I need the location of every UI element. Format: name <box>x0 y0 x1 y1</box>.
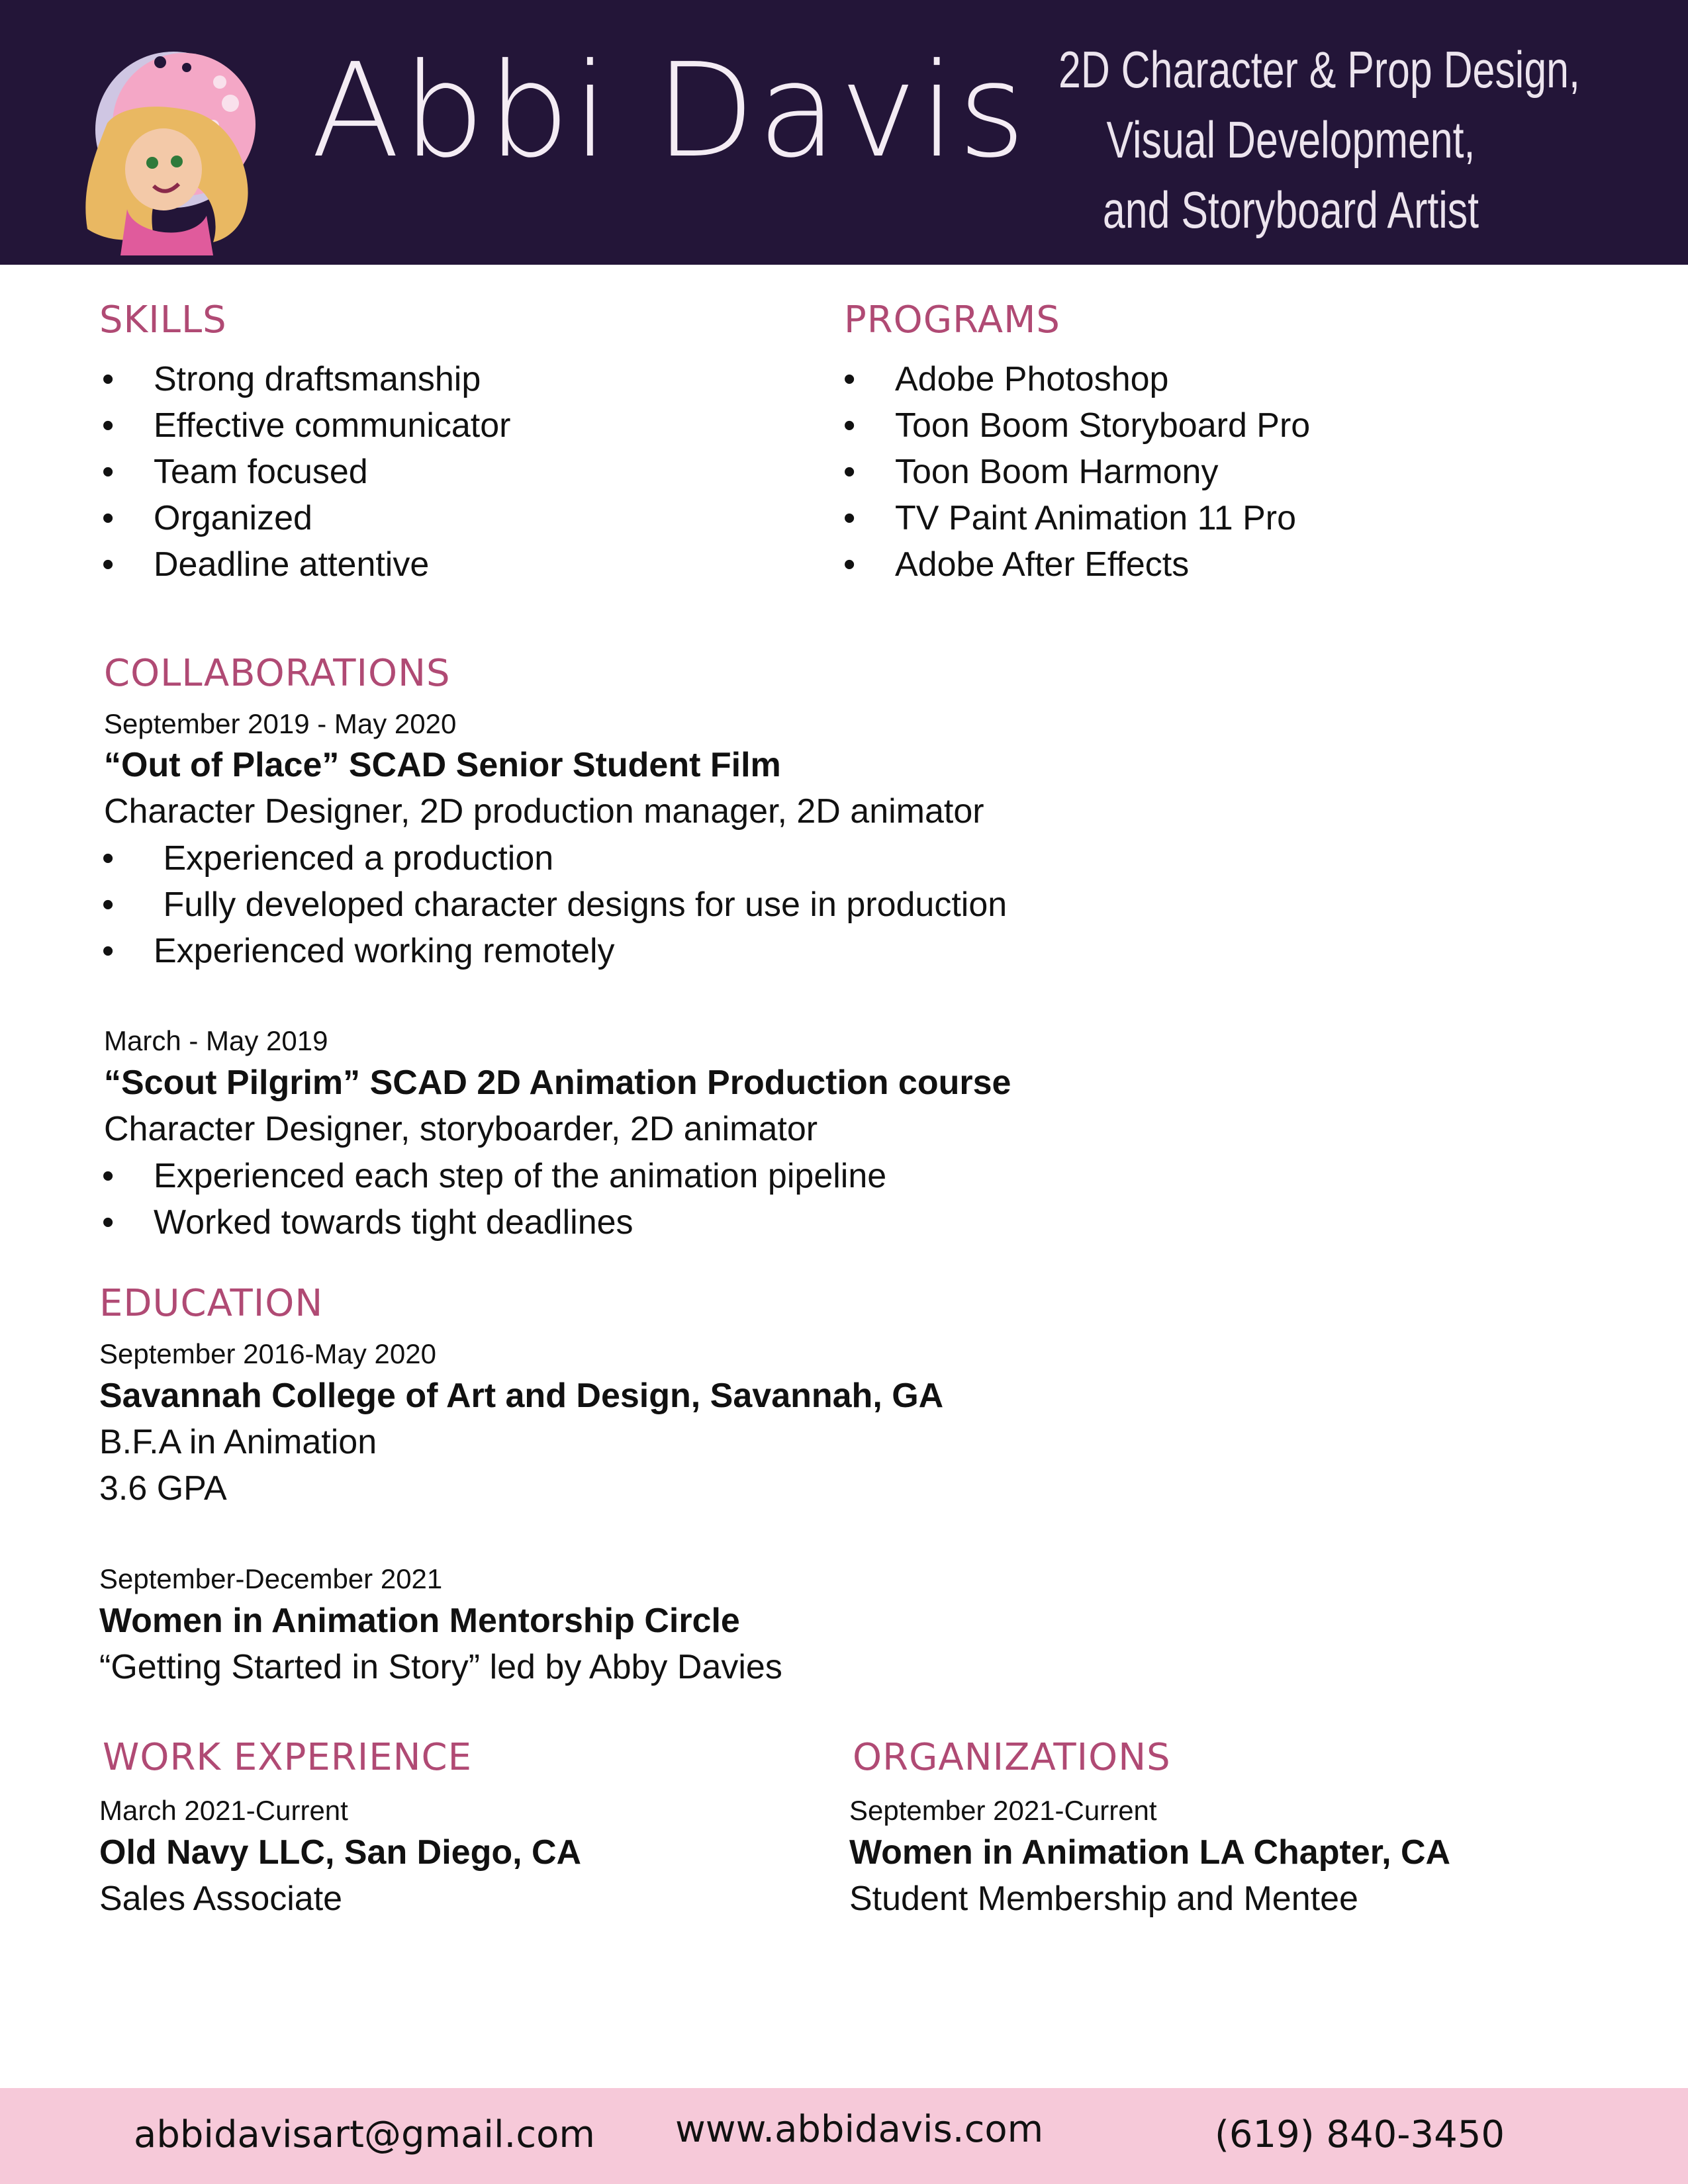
collab-date: September 2019 - May 2020 <box>104 708 457 739</box>
collab-title: “Scout Pilgrim” SCAD 2D Animation Production course <box>104 1064 1011 1102</box>
education-heading: EDUCATION <box>99 1282 324 1325</box>
tagline <box>1058 34 1580 245</box>
list-item: • Toon Boom Harmony <box>842 449 1310 495</box>
contact-footer <box>0 2088 1688 2184</box>
education-line: 3.6 GPA <box>99 1469 227 1508</box>
work-heading: WORK EXPERIENCE <box>103 1736 472 1779</box>
tagline-line: 2D Character & Prop Design, <box>1058 40 1580 99</box>
programs-heading: PROGRAMS <box>844 298 1060 341</box>
list-item: • Organized <box>101 495 510 541</box>
education-title: Women in Animation Mentorship Circle <box>99 1602 740 1640</box>
collab-role: Character Designer, 2D production manager, 2D animator <box>104 792 984 831</box>
phone-number[interactable]: (619) 840-3450 <box>1215 2113 1505 2156</box>
email-link[interactable]: abbidavisart@gmail.com <box>134 2113 595 2156</box>
collaborations-heading: COLLABORATIONS <box>104 652 451 695</box>
tagline-line: Visual Development, <box>1106 111 1476 169</box>
list-item: • Team focused <box>101 449 510 495</box>
education-date: September 2016-May 2020 <box>99 1338 436 1369</box>
tagline-line: and Storyboard Artist <box>1102 181 1479 239</box>
organizations-heading: ORGANIZATIONS <box>853 1736 1171 1779</box>
list-item: • Strong draftsmanship <box>101 356 510 402</box>
organization-role: Student Membership and Mentee <box>849 1880 1358 1918</box>
collab-bullets <box>101 1153 886 1246</box>
organization-name: Women in Animation LA Chapter, CA <box>849 1833 1451 1872</box>
list-item: • Experienced a production <box>101 835 1007 882</box>
list-item: • Worked towards tight deadlines <box>101 1199 886 1246</box>
education-date: September-December 2021 <box>99 1563 443 1594</box>
list-item: • Experienced working remotely <box>101 928 1007 974</box>
collab-bullets <box>101 835 1007 974</box>
list-item: • Toon Boom Storyboard Pro <box>842 402 1310 449</box>
collab-role: Character Designer, storyboarder, 2D animator <box>104 1110 818 1148</box>
work-role: Sales Associate <box>99 1880 343 1918</box>
organization-date: September 2021-Current <box>849 1795 1157 1826</box>
header-banner <box>0 0 1688 265</box>
education-title: Savannah College of Art and Design, Savannah, GA <box>99 1377 944 1415</box>
list-item: • Fully developed character designs for use in production <box>101 882 1007 928</box>
list-item: • Experienced each step of the animation pipeline <box>101 1153 886 1199</box>
list-item: • Effective communicator <box>101 402 510 449</box>
skills-heading: SKILLS <box>99 298 227 341</box>
list-item: • Adobe Photoshop <box>842 356 1310 402</box>
list-item: • Adobe After Effects <box>842 541 1310 588</box>
avatar <box>54 44 266 255</box>
work-company: Old Navy LLC, San Diego, CA <box>99 1833 582 1872</box>
skills-list <box>101 356 510 588</box>
programs-list <box>842 356 1310 588</box>
artist-name: Abbi Davis <box>311 36 1029 187</box>
education-line: B.F.A in Animation <box>99 1423 377 1461</box>
collab-date: March - May 2019 <box>104 1025 328 1056</box>
list-item: • Deadline attentive <box>101 541 510 588</box>
work-date: March 2021-Current <box>99 1795 348 1826</box>
list-item: • TV Paint Animation 11 Pro <box>842 495 1310 541</box>
website-link[interactable]: www.abbidavis.com <box>675 2108 1044 2151</box>
education-line: “Getting Started in Story” led by Abby Davies <box>99 1648 782 1686</box>
collab-title: “Out of Place” SCAD Senior Student Film <box>104 746 781 784</box>
